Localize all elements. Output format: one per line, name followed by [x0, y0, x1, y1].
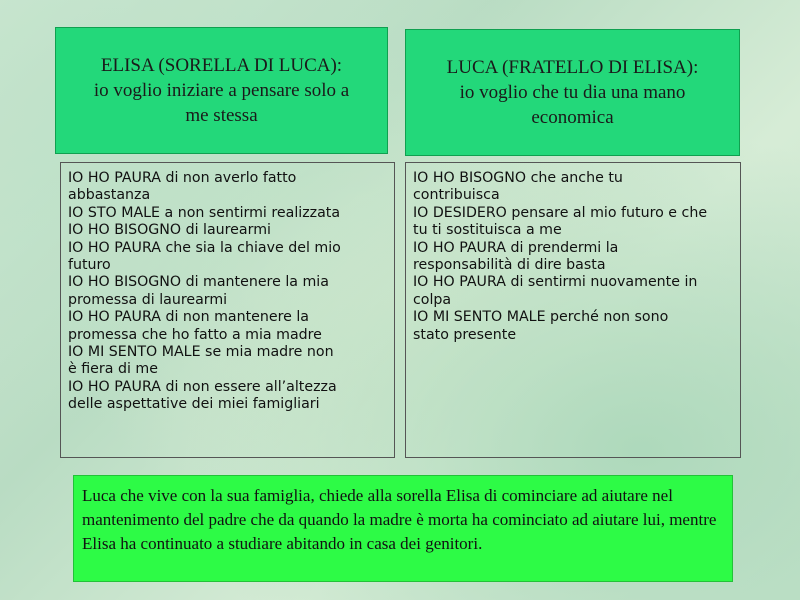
elisa-feeling-line: IO HO PAURA di non averlo fatto	[68, 170, 297, 186]
elisa-header-box	[55, 27, 388, 154]
luca-feeling-line: contribuisca	[413, 187, 500, 204]
luca-header-line-3: economica	[531, 107, 614, 128]
luca-feelings-box	[405, 162, 741, 458]
elisa-feeling-line: è fiera di me	[68, 361, 158, 378]
luca-feeling-line: tu ti sostituisca a me	[413, 222, 562, 239]
elisa-feeling-line: promessa che ho fatto a mia madre	[68, 326, 322, 343]
elisa-feeling-line: delle aspettative dei miei famigliari	[68, 396, 320, 413]
elisa-feeling-line: IO HO PAURA di non mantenere la	[68, 309, 309, 326]
elisa-header-line-3: me stessa	[185, 105, 258, 126]
elisa-feeling-line: IO STO MALE a non sentirmi realizzata	[68, 204, 341, 221]
luca-feeling-line: IO MI SENTO MALE perché non sono	[413, 309, 669, 326]
elisa-feeling-line: IO MI SENTO MALE se mia madre non	[68, 344, 334, 361]
luca-feeling-line: colpa	[413, 291, 452, 308]
elisa-feeling-line: promessa di laurearmi	[68, 291, 228, 308]
elisa-feeling-line: futuro	[68, 257, 111, 274]
situation-description-text: Luca che vive con la sua famiglia, chiede alla sorella Elisa di cominciare ad aiutare nel mantenimento del padre che da quando la madre è morta ha cominciato ad aiutare lui, mentre Elisa ha continuato a studiare abitando in casa dei genitori.	[82, 486, 717, 553]
elisa-feeling-line: IO HO BISOGNO di mantenere la mia	[68, 274, 329, 291]
luca-header-text	[447, 55, 699, 130]
luca-feeling-line: stato presente	[413, 326, 517, 343]
luca-feeling-line: responsabilità di dire basta	[413, 257, 606, 274]
situation-description-box	[73, 475, 733, 582]
luca-header-box	[405, 29, 740, 156]
luca-feeling-line: IO HO PAURA di prendermi la	[413, 239, 619, 256]
luca-feeling-line: IO DESIDERO pensare al mio futuro e che	[413, 204, 708, 221]
luca-feeling-line: IO HO BISOGNO che anche tu	[413, 170, 623, 186]
elisa-feeling-line: IO HO BISOGNO di laurearmi	[68, 222, 271, 239]
elisa-feeling-line: abbastanza	[68, 187, 151, 204]
luca-header-line-2: io voglio che tu dia una mano	[459, 82, 686, 103]
elisa-feelings-box	[60, 162, 395, 458]
luca-feeling-line: IO HO PAURA di sentirmi nuovamente in	[413, 274, 698, 291]
elisa-feeling-line: IO HO PAURA di non essere all’altezza	[68, 378, 337, 395]
elisa-feeling-line: IO HO PAURA che sia la chiave del mio	[68, 239, 341, 256]
elisa-header-line-2: io voglio iniziare a pensare solo a	[93, 80, 350, 101]
elisa-header-line-1: ELISA (SORELLA DI LUCA):	[100, 55, 343, 76]
luca-header-line-1: LUCA (FRATELLO DI ELISA):	[446, 57, 699, 78]
elisa-header-text	[94, 53, 349, 128]
